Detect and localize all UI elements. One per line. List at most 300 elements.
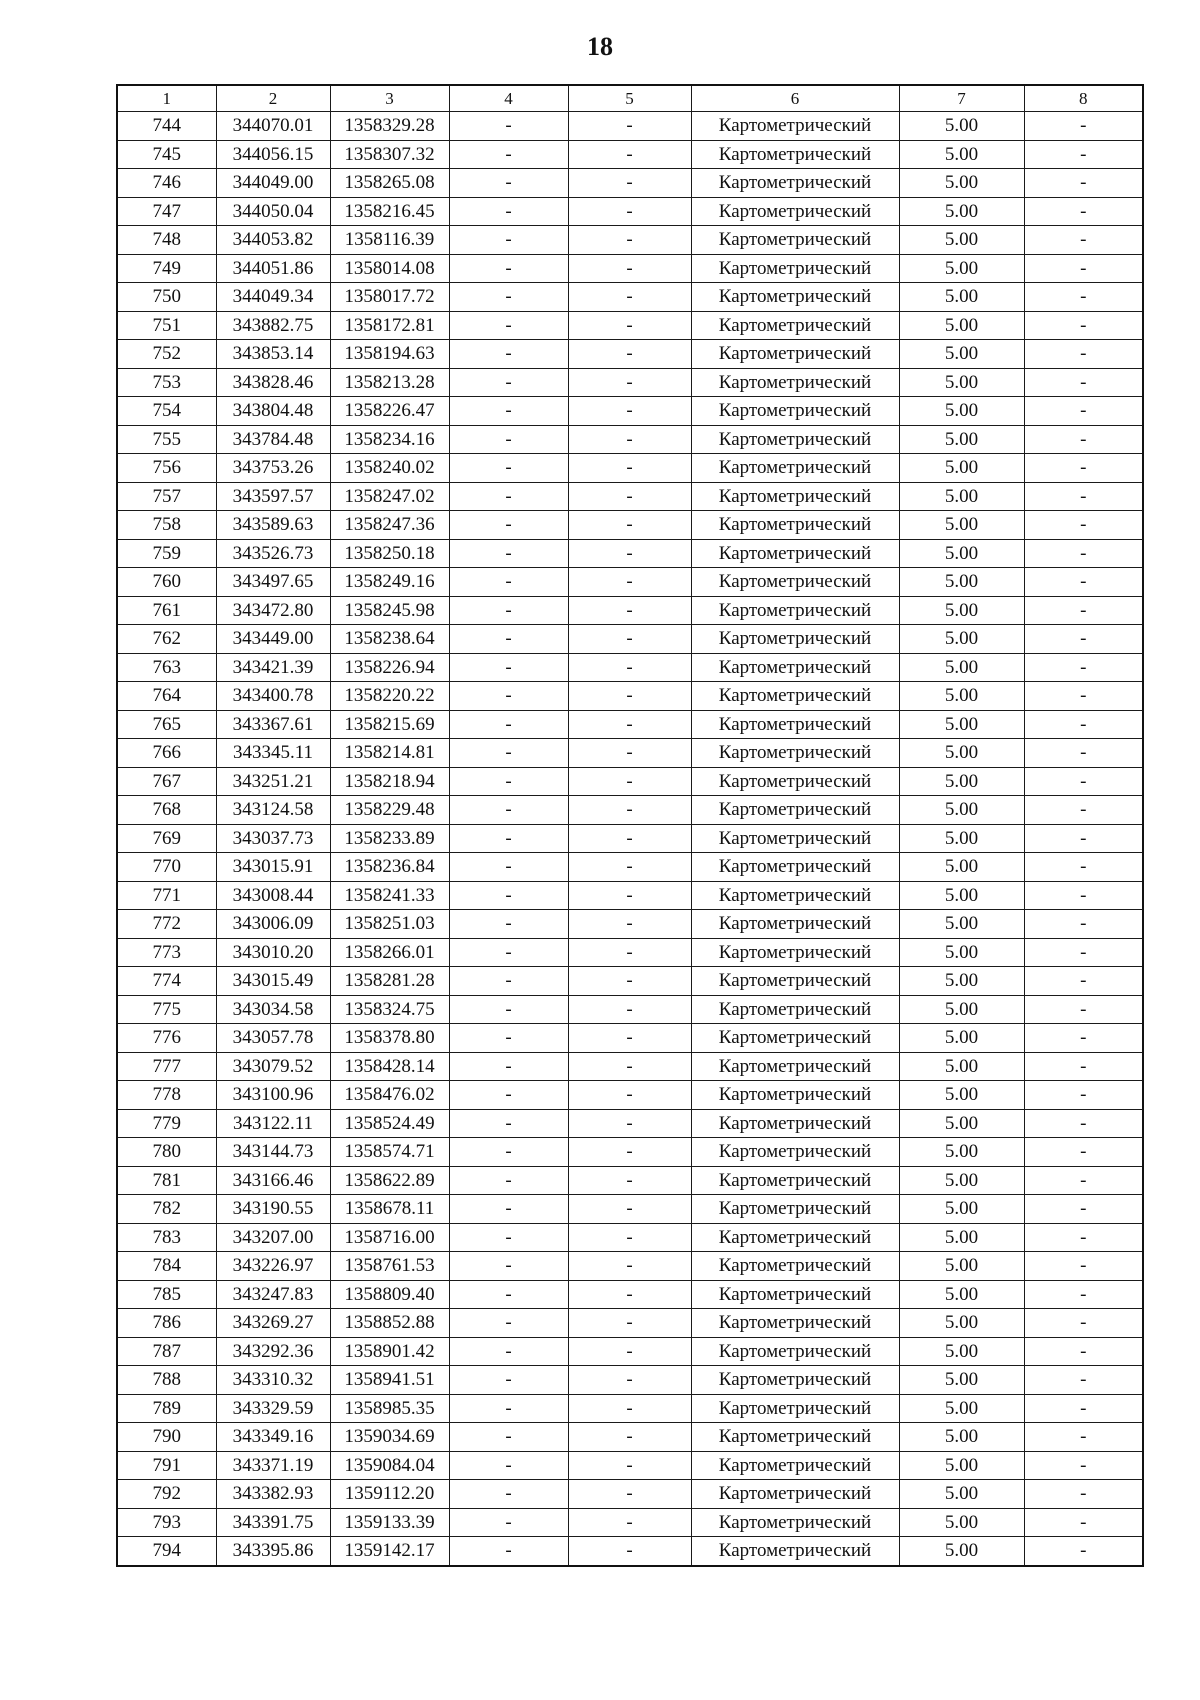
column-5-cell: - — [568, 596, 691, 625]
column-4-cell: - — [449, 596, 568, 625]
y-coordinate-cell: 1358524.49 — [330, 1109, 449, 1138]
accuracy-cell: 5.00 — [899, 112, 1024, 141]
y-coordinate-cell: 1358266.01 — [330, 938, 449, 967]
column-5-cell: - — [568, 1223, 691, 1252]
point-number-cell: 752 — [117, 340, 216, 369]
column-8-cell: - — [1024, 881, 1143, 910]
column-header: 8 — [1024, 85, 1143, 112]
x-coordinate-cell: 343421.39 — [216, 653, 330, 682]
x-coordinate-cell: 343006.09 — [216, 910, 330, 939]
method-cell: Картометрический — [691, 739, 899, 768]
column-5-cell: - — [568, 824, 691, 853]
point-number-cell: 744 — [117, 112, 216, 141]
accuracy-cell: 5.00 — [899, 454, 1024, 483]
column-5-cell: - — [568, 881, 691, 910]
accuracy-cell: 5.00 — [899, 1451, 1024, 1480]
method-cell: Картометрический — [691, 1480, 899, 1509]
table-row — [117, 1451, 1143, 1480]
x-coordinate-cell: 343804.48 — [216, 397, 330, 426]
accuracy-cell: 5.00 — [899, 1423, 1024, 1452]
accuracy-cell: 5.00 — [899, 824, 1024, 853]
accuracy-cell: 5.00 — [899, 425, 1024, 454]
column-4-cell: - — [449, 425, 568, 454]
point-number-cell: 788 — [117, 1366, 216, 1395]
point-number-cell: 754 — [117, 397, 216, 426]
method-cell: Картометрический — [691, 169, 899, 198]
column-4-cell: - — [449, 169, 568, 198]
y-coordinate-cell: 1358116.39 — [330, 226, 449, 255]
x-coordinate-cell: 343449.00 — [216, 625, 330, 654]
column-8-cell: - — [1024, 1309, 1143, 1338]
method-cell: Картометрический — [691, 881, 899, 910]
method-cell: Картометрический — [691, 995, 899, 1024]
column-8-cell: - — [1024, 397, 1143, 426]
column-4-cell: - — [449, 967, 568, 996]
x-coordinate-cell: 343057.78 — [216, 1024, 330, 1053]
column-5-cell: - — [568, 1394, 691, 1423]
point-number-cell: 764 — [117, 682, 216, 711]
column-4-cell: - — [449, 482, 568, 511]
point-number-cell: 791 — [117, 1451, 216, 1480]
accuracy-cell: 5.00 — [899, 1223, 1024, 1252]
column-8-cell: - — [1024, 625, 1143, 654]
column-5-cell: - — [568, 197, 691, 226]
point-number-cell: 787 — [117, 1337, 216, 1366]
column-8-cell: - — [1024, 454, 1143, 483]
y-coordinate-cell: 1358247.02 — [330, 482, 449, 511]
y-coordinate-cell: 1358307.32 — [330, 140, 449, 169]
accuracy-cell: 5.00 — [899, 283, 1024, 312]
point-number-cell: 762 — [117, 625, 216, 654]
column-4-cell: - — [449, 1024, 568, 1053]
column-5-cell: - — [568, 1423, 691, 1452]
x-coordinate-cell: 343247.83 — [216, 1280, 330, 1309]
accuracy-cell: 5.00 — [899, 482, 1024, 511]
column-4-cell: - — [449, 340, 568, 369]
x-coordinate-cell: 343015.49 — [216, 967, 330, 996]
x-coordinate-cell: 343371.19 — [216, 1451, 330, 1480]
y-coordinate-cell: 1358245.98 — [330, 596, 449, 625]
column-8-cell: - — [1024, 112, 1143, 141]
table-row — [117, 1508, 1143, 1537]
table-row — [117, 539, 1143, 568]
column-header: 5 — [568, 85, 691, 112]
column-8-cell: - — [1024, 1394, 1143, 1423]
column-5-cell: - — [568, 1081, 691, 1110]
x-coordinate-cell: 343526.73 — [216, 539, 330, 568]
column-5-cell: - — [568, 283, 691, 312]
column-header: 3 — [330, 85, 449, 112]
table-row — [117, 368, 1143, 397]
method-cell: Картометрический — [691, 596, 899, 625]
y-coordinate-cell: 1358329.28 — [330, 112, 449, 141]
column-8-cell: - — [1024, 1252, 1143, 1281]
column-5-cell: - — [568, 425, 691, 454]
x-coordinate-cell: 343828.46 — [216, 368, 330, 397]
accuracy-cell: 5.00 — [899, 653, 1024, 682]
column-4-cell: - — [449, 112, 568, 141]
x-coordinate-cell: 343497.65 — [216, 568, 330, 597]
point-number-cell: 753 — [117, 368, 216, 397]
table-row — [117, 454, 1143, 483]
accuracy-cell: 5.00 — [899, 910, 1024, 939]
column-4-cell: - — [449, 1138, 568, 1167]
y-coordinate-cell: 1358214.81 — [330, 739, 449, 768]
table-row — [117, 1394, 1143, 1423]
column-5-cell: - — [568, 1052, 691, 1081]
accuracy-cell: 5.00 — [899, 1195, 1024, 1224]
column-4-cell: - — [449, 226, 568, 255]
y-coordinate-cell: 1358215.69 — [330, 710, 449, 739]
column-8-cell: - — [1024, 938, 1143, 967]
method-cell: Картометрический — [691, 454, 899, 483]
method-cell: Картометрический — [691, 824, 899, 853]
accuracy-cell: 5.00 — [899, 625, 1024, 654]
point-number-cell: 756 — [117, 454, 216, 483]
accuracy-cell: 5.00 — [899, 1081, 1024, 1110]
x-coordinate-cell: 343589.63 — [216, 511, 330, 540]
method-cell: Картометрический — [691, 368, 899, 397]
table-row — [117, 938, 1143, 967]
column-4-cell: - — [449, 1537, 568, 1566]
table-row — [117, 1166, 1143, 1195]
point-number-cell: 761 — [117, 596, 216, 625]
point-number-cell: 767 — [117, 767, 216, 796]
point-number-cell: 789 — [117, 1394, 216, 1423]
column-4-cell: - — [449, 824, 568, 853]
table-row — [117, 1280, 1143, 1309]
column-8-cell: - — [1024, 1195, 1143, 1224]
column-5-cell: - — [568, 1109, 691, 1138]
x-coordinate-cell: 343292.36 — [216, 1337, 330, 1366]
accuracy-cell: 5.00 — [899, 1109, 1024, 1138]
table-row — [117, 1138, 1143, 1167]
y-coordinate-cell: 1358226.47 — [330, 397, 449, 426]
table-row — [117, 796, 1143, 825]
method-cell: Картометрический — [691, 254, 899, 283]
point-number-cell: 749 — [117, 254, 216, 283]
x-coordinate-cell: 343251.21 — [216, 767, 330, 796]
column-8-cell: - — [1024, 1337, 1143, 1366]
column-4-cell: - — [449, 682, 568, 711]
point-number-cell: 769 — [117, 824, 216, 853]
y-coordinate-cell: 1358428.14 — [330, 1052, 449, 1081]
point-number-cell: 779 — [117, 1109, 216, 1138]
accuracy-cell: 5.00 — [899, 197, 1024, 226]
column-5-cell: - — [568, 767, 691, 796]
column-4-cell: - — [449, 1337, 568, 1366]
x-coordinate-cell: 343395.86 — [216, 1537, 330, 1566]
accuracy-cell: 5.00 — [899, 1252, 1024, 1281]
table-row — [117, 710, 1143, 739]
method-cell: Картометрический — [691, 397, 899, 426]
accuracy-cell: 5.00 — [899, 796, 1024, 825]
y-coordinate-cell: 1358194.63 — [330, 340, 449, 369]
x-coordinate-cell: 343008.44 — [216, 881, 330, 910]
accuracy-cell: 5.00 — [899, 596, 1024, 625]
table-row — [117, 397, 1143, 426]
accuracy-cell: 5.00 — [899, 1309, 1024, 1338]
table-row — [117, 1081, 1143, 1110]
x-coordinate-cell: 343882.75 — [216, 311, 330, 340]
accuracy-cell: 5.00 — [899, 1052, 1024, 1081]
column-4-cell: - — [449, 568, 568, 597]
method-cell: Картометрический — [691, 112, 899, 141]
column-4-cell: - — [449, 710, 568, 739]
y-coordinate-cell: 1358226.94 — [330, 653, 449, 682]
method-cell: Картометрический — [691, 1052, 899, 1081]
method-cell: Картометрический — [691, 853, 899, 882]
y-coordinate-cell: 1359112.20 — [330, 1480, 449, 1509]
table-row — [117, 1309, 1143, 1338]
method-cell: Картометрический — [691, 425, 899, 454]
column-5-cell: - — [568, 254, 691, 283]
column-8-cell: - — [1024, 1138, 1143, 1167]
point-number-cell: 777 — [117, 1052, 216, 1081]
column-4-cell: - — [449, 739, 568, 768]
point-number-cell: 774 — [117, 967, 216, 996]
y-coordinate-cell: 1358014.08 — [330, 254, 449, 283]
y-coordinate-cell: 1358017.72 — [330, 283, 449, 312]
y-coordinate-cell: 1358622.89 — [330, 1166, 449, 1195]
point-number-cell: 772 — [117, 910, 216, 939]
column-4-cell: - — [449, 1280, 568, 1309]
column-4-cell: - — [449, 1223, 568, 1252]
column-8-cell: - — [1024, 1508, 1143, 1537]
column-8-cell: - — [1024, 1280, 1143, 1309]
y-coordinate-cell: 1358234.16 — [330, 425, 449, 454]
x-coordinate-cell: 344053.82 — [216, 226, 330, 255]
point-number-cell: 759 — [117, 539, 216, 568]
x-coordinate-cell: 343382.93 — [216, 1480, 330, 1509]
column-8-cell: - — [1024, 425, 1143, 454]
column-4-cell: - — [449, 1451, 568, 1480]
accuracy-cell: 5.00 — [899, 511, 1024, 540]
column-5-cell: - — [568, 140, 691, 169]
column-8-cell: - — [1024, 169, 1143, 198]
x-coordinate-cell: 343190.55 — [216, 1195, 330, 1224]
x-coordinate-cell: 343329.59 — [216, 1394, 330, 1423]
point-number-cell: 757 — [117, 482, 216, 511]
y-coordinate-cell: 1359084.04 — [330, 1451, 449, 1480]
y-coordinate-cell: 1358378.80 — [330, 1024, 449, 1053]
method-cell: Картометрический — [691, 625, 899, 654]
column-4-cell: - — [449, 1081, 568, 1110]
method-cell: Картометрический — [691, 511, 899, 540]
x-coordinate-cell: 343391.75 — [216, 1508, 330, 1537]
column-5-cell: - — [568, 454, 691, 483]
y-coordinate-cell: 1358250.18 — [330, 539, 449, 568]
accuracy-cell: 5.00 — [899, 140, 1024, 169]
table-row — [117, 283, 1143, 312]
x-coordinate-cell: 343472.80 — [216, 596, 330, 625]
point-number-cell: 792 — [117, 1480, 216, 1509]
point-number-cell: 783 — [117, 1223, 216, 1252]
x-coordinate-cell: 343079.52 — [216, 1052, 330, 1081]
point-number-cell: 781 — [117, 1166, 216, 1195]
column-4-cell: - — [449, 1166, 568, 1195]
point-number-cell: 750 — [117, 283, 216, 312]
table-row — [117, 967, 1143, 996]
table-row — [117, 596, 1143, 625]
column-4-cell: - — [449, 767, 568, 796]
method-cell: Картометрический — [691, 1337, 899, 1366]
column-4-cell: - — [449, 368, 568, 397]
method-cell: Картометрический — [691, 1109, 899, 1138]
column-8-cell: - — [1024, 682, 1143, 711]
column-8-cell: - — [1024, 539, 1143, 568]
column-5-cell: - — [568, 967, 691, 996]
point-number-cell: 770 — [117, 853, 216, 882]
point-number-cell: 748 — [117, 226, 216, 255]
column-header: 6 — [691, 85, 899, 112]
column-4-cell: - — [449, 796, 568, 825]
accuracy-cell: 5.00 — [899, 967, 1024, 996]
column-5-cell: - — [568, 625, 691, 654]
accuracy-cell: 5.00 — [899, 1280, 1024, 1309]
column-4-cell: - — [449, 1508, 568, 1537]
accuracy-cell: 5.00 — [899, 1024, 1024, 1053]
table-row — [117, 625, 1143, 654]
method-cell: Картометрический — [691, 682, 899, 711]
column-5-cell: - — [568, 112, 691, 141]
accuracy-cell: 5.00 — [899, 340, 1024, 369]
column-5-cell: - — [568, 1337, 691, 1366]
column-8-cell: - — [1024, 739, 1143, 768]
method-cell: Картометрический — [691, 910, 899, 939]
column-8-cell: - — [1024, 1024, 1143, 1053]
point-number-cell: 794 — [117, 1537, 216, 1566]
table-row — [117, 910, 1143, 939]
method-cell: Картометрический — [691, 311, 899, 340]
method-cell: Картометрический — [691, 1394, 899, 1423]
method-cell: Картометрический — [691, 1423, 899, 1452]
table-row — [117, 739, 1143, 768]
y-coordinate-cell: 1358218.94 — [330, 767, 449, 796]
column-5-cell: - — [568, 1537, 691, 1566]
column-4-cell: - — [449, 1252, 568, 1281]
column-5-cell: - — [568, 1366, 691, 1395]
column-8-cell: - — [1024, 568, 1143, 597]
x-coordinate-cell: 343753.26 — [216, 454, 330, 483]
column-4-cell: - — [449, 938, 568, 967]
point-number-cell: 785 — [117, 1280, 216, 1309]
x-coordinate-cell: 343784.48 — [216, 425, 330, 454]
column-8-cell: - — [1024, 995, 1143, 1024]
y-coordinate-cell: 1358240.02 — [330, 454, 449, 483]
table-body — [117, 112, 1143, 1566]
accuracy-cell: 5.00 — [899, 1366, 1024, 1395]
point-number-cell: 745 — [117, 140, 216, 169]
table-row — [117, 1480, 1143, 1509]
column-4-cell: - — [449, 1394, 568, 1423]
x-coordinate-cell: 343367.61 — [216, 710, 330, 739]
column-5-cell: - — [568, 710, 691, 739]
column-5-cell: - — [568, 1451, 691, 1480]
table-row — [117, 1024, 1143, 1053]
table-row — [117, 1223, 1143, 1252]
table-row — [117, 254, 1143, 283]
x-coordinate-cell: 343037.73 — [216, 824, 330, 853]
y-coordinate-cell: 1358247.36 — [330, 511, 449, 540]
column-5-cell: - — [568, 796, 691, 825]
y-coordinate-cell: 1358251.03 — [330, 910, 449, 939]
column-5-cell: - — [568, 340, 691, 369]
column-8-cell: - — [1024, 967, 1143, 996]
column-4-cell: - — [449, 511, 568, 540]
method-cell: Картометрический — [691, 140, 899, 169]
column-4-cell: - — [449, 995, 568, 1024]
accuracy-cell: 5.00 — [899, 311, 1024, 340]
table-row — [117, 1423, 1143, 1452]
x-coordinate-cell: 344056.15 — [216, 140, 330, 169]
accuracy-cell: 5.00 — [899, 1138, 1024, 1167]
accuracy-cell: 5.00 — [899, 539, 1024, 568]
y-coordinate-cell: 1358236.84 — [330, 853, 449, 882]
table-row — [117, 824, 1143, 853]
column-5-cell: - — [568, 910, 691, 939]
column-5-cell: - — [568, 1508, 691, 1537]
accuracy-cell: 5.00 — [899, 682, 1024, 711]
y-coordinate-cell: 1358852.88 — [330, 1309, 449, 1338]
column-8-cell: - — [1024, 1052, 1143, 1081]
table-row — [117, 1337, 1143, 1366]
column-5-cell: - — [568, 226, 691, 255]
x-coordinate-cell: 343144.73 — [216, 1138, 330, 1167]
table-row — [117, 140, 1143, 169]
column-4-cell: - — [449, 140, 568, 169]
column-5-cell: - — [568, 682, 691, 711]
method-cell: Картометрический — [691, 1138, 899, 1167]
column-header: 1 — [117, 85, 216, 112]
method-cell: Картометрический — [691, 1252, 899, 1281]
accuracy-cell: 5.00 — [899, 739, 1024, 768]
x-coordinate-cell: 344049.00 — [216, 169, 330, 198]
column-header: 7 — [899, 85, 1024, 112]
column-5-cell: - — [568, 1280, 691, 1309]
column-8-cell: - — [1024, 1081, 1143, 1110]
x-coordinate-cell: 344070.01 — [216, 112, 330, 141]
table-row — [117, 482, 1143, 511]
column-8-cell: - — [1024, 653, 1143, 682]
y-coordinate-cell: 1358249.16 — [330, 568, 449, 597]
column-4-cell: - — [449, 910, 568, 939]
column-8-cell: - — [1024, 1166, 1143, 1195]
column-5-cell: - — [568, 568, 691, 597]
point-number-cell: 760 — [117, 568, 216, 597]
x-coordinate-cell: 343207.00 — [216, 1223, 330, 1252]
y-coordinate-cell: 1358716.00 — [330, 1223, 449, 1252]
table-row — [117, 1052, 1143, 1081]
column-4-cell: - — [449, 454, 568, 483]
column-8-cell: - — [1024, 1423, 1143, 1452]
x-coordinate-cell: 343124.58 — [216, 796, 330, 825]
column-8-cell: - — [1024, 910, 1143, 939]
point-number-cell: 758 — [117, 511, 216, 540]
column-4-cell: - — [449, 539, 568, 568]
x-coordinate-cell: 343853.14 — [216, 340, 330, 369]
column-8-cell: - — [1024, 197, 1143, 226]
column-4-cell: - — [449, 1052, 568, 1081]
method-cell: Картометрический — [691, 1366, 899, 1395]
method-cell: Картометрический — [691, 967, 899, 996]
point-number-cell: 793 — [117, 1508, 216, 1537]
accuracy-cell: 5.00 — [899, 226, 1024, 255]
y-coordinate-cell: 1358172.81 — [330, 311, 449, 340]
method-cell: Картометрический — [691, 1081, 899, 1110]
method-cell: Картометрический — [691, 767, 899, 796]
table-row — [117, 1195, 1143, 1224]
